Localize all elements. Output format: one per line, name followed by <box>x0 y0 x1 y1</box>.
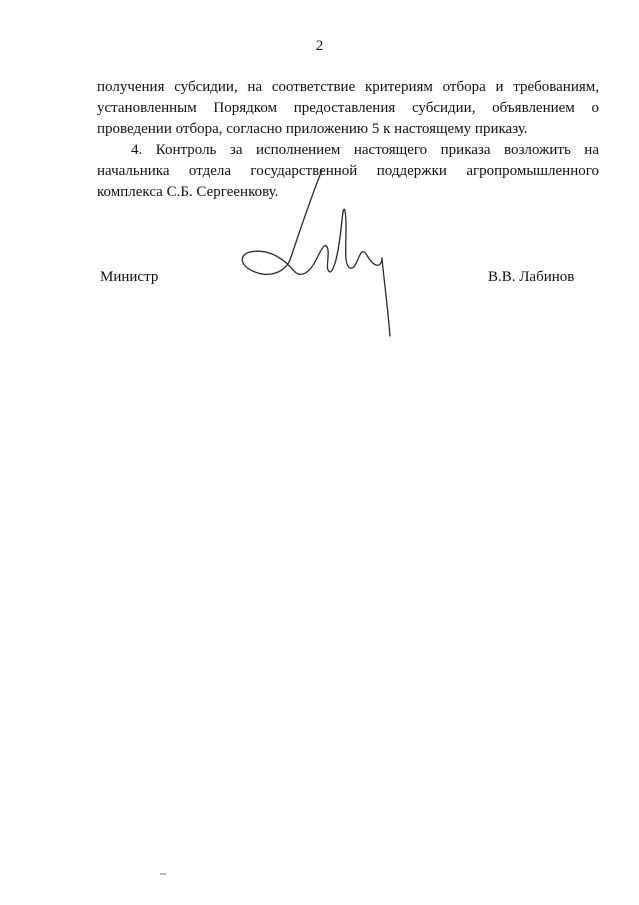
handwritten-signature <box>230 160 410 345</box>
signatory-name: В.В. Лабинов <box>488 269 575 285</box>
page-number: 2 <box>315 38 324 54</box>
paragraph-line-3: проведении отбора, согласно приложению 5 к настоящему приказу. <box>97 121 528 137</box>
scan-speck <box>160 873 166 875</box>
item-4-line-1: 4. Контроль за исполнением настоящего приказа возложить на <box>131 142 599 158</box>
paragraph-line-1: получения субсидии, на соответствие критериям отбора и требованиям, <box>97 79 599 95</box>
signatory-position: Министр <box>100 269 159 285</box>
item-4-line-3: комплекса С.Б. Сергеенкову. <box>97 184 279 200</box>
paragraph-line-2: установленным Порядком предоставления субсидии, объявлением о <box>97 100 599 116</box>
item-4-line-2: начальника отдела государственной поддержки агропромышленного <box>97 163 599 179</box>
